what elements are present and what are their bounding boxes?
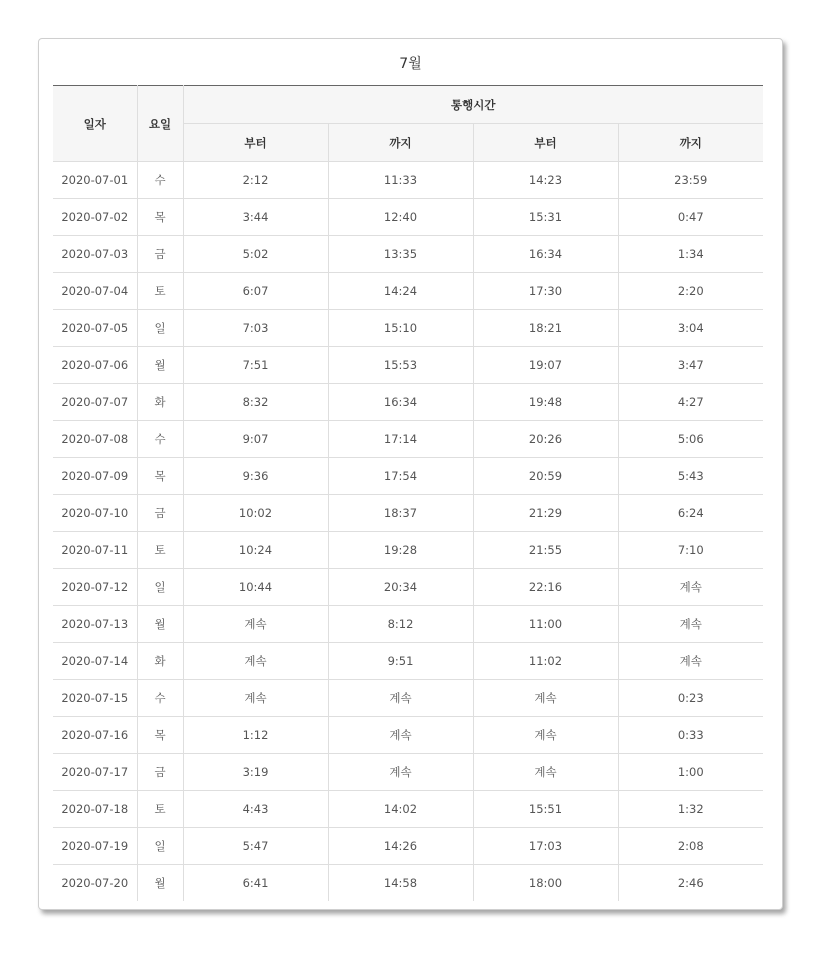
to-time-cell-2: 3:04 <box>618 310 763 347</box>
date-cell: 2020-07-10 <box>53 495 137 532</box>
date-cell: 2020-07-12 <box>53 569 137 606</box>
to-time-cell-1: 17:14 <box>328 421 473 458</box>
date-cell: 2020-07-07 <box>53 384 137 421</box>
to-time-cell-1: 9:51 <box>328 643 473 680</box>
from-time-cell-2: 11:00 <box>473 606 618 643</box>
to-time-cell-1: 16:34 <box>328 384 473 421</box>
table-row <box>53 162 763 199</box>
from-time-cell-1: 8:32 <box>183 384 328 421</box>
table-body <box>53 162 763 902</box>
table-row <box>53 421 763 458</box>
month-title: 7월 <box>399 56 422 72</box>
date-cell: 2020-07-08 <box>53 421 137 458</box>
from-time-cell-2: 20:59 <box>473 458 618 495</box>
from-time-cell-2: 17:30 <box>473 273 618 310</box>
day-cell: 토 <box>137 273 183 310</box>
from-time-cell-1: 1:12 <box>183 717 328 754</box>
to-time-cell-2: 2:46 <box>677 876 704 890</box>
table-row <box>53 828 763 865</box>
date-cell: 2020-07-17 <box>53 754 137 791</box>
day-cell: 화 <box>137 384 183 421</box>
date-cell: 2020-07-18 <box>53 791 137 828</box>
to-time-cell-2: 23:59 <box>618 162 763 199</box>
tide-table-card <box>38 38 783 910</box>
to-time-cell-1: 계속 <box>328 680 473 717</box>
from-time-cell-1: 10:44 <box>183 569 328 606</box>
from-time-cell-1: 3:44 <box>183 199 328 236</box>
from-time-cell-1: 9:36 <box>183 458 328 495</box>
date-cell: 2020-07-06 <box>53 347 137 384</box>
from-time-cell-1: 6:41 <box>183 865 328 902</box>
day-cell: 화 <box>137 643 183 680</box>
from-time-cell-1: 9:07 <box>183 421 328 458</box>
from-time-cell-2: 15:51 <box>473 791 618 828</box>
to-time-cell-1: 19:28 <box>328 532 473 569</box>
day-cell: 일 <box>137 828 183 865</box>
to-time-cell-1: 17:54 <box>328 458 473 495</box>
date-cell: 2020-07-02 <box>53 199 137 236</box>
date-header: 일자 <box>53 86 137 162</box>
date-cell: 2020-07-11 <box>53 532 137 569</box>
to-time-cell-1: 20:34 <box>328 569 473 606</box>
table-row <box>53 643 763 680</box>
from-time-cell-2: 21:29 <box>473 495 618 532</box>
table-row <box>53 236 763 273</box>
from-time-cell-2: 계속 <box>473 717 618 754</box>
date-cell: 2020-07-09 <box>53 458 137 495</box>
to-time-cell-2: 7:10 <box>618 532 763 569</box>
to-time-cell-1: 13:35 <box>328 236 473 273</box>
from-time-cell-1: 4:43 <box>183 791 328 828</box>
to-time-cell-2: 0:47 <box>618 199 763 236</box>
from-time-cell-1: 3:19 <box>183 754 328 791</box>
from-time-cell-1: 7:03 <box>183 310 328 347</box>
day-cell: 목 <box>137 458 183 495</box>
to-time-cell-2: 계속 <box>618 643 763 680</box>
to-time-cell-2: 계속 <box>618 569 763 606</box>
to-time-cell-2: 0:33 <box>618 717 763 754</box>
to-time-cell-1: 14:02 <box>328 791 473 828</box>
from-time-cell-2: 14:23 <box>473 162 618 199</box>
to-time-cell-2: 0:23 <box>618 680 763 717</box>
to-time-cell-2: 3:47 <box>618 347 763 384</box>
table-row <box>53 717 763 754</box>
day-cell: 금 <box>137 236 183 273</box>
day-cell: 수 <box>137 162 183 199</box>
day-header: 요일 <box>137 86 183 162</box>
table-row <box>53 495 763 532</box>
from-time-cell-2: 16:34 <box>473 236 618 273</box>
table-row <box>53 606 763 643</box>
header-row <box>53 86 763 124</box>
date-cell: 2020-07-16 <box>53 717 137 754</box>
table-row <box>53 310 763 347</box>
from-time-cell-2: 19:07 <box>473 347 618 384</box>
from-time-cell-2: 18:21 <box>473 310 618 347</box>
from-time-cell-1: 5:02 <box>183 236 328 273</box>
from-time-cell-1: 10:24 <box>183 532 328 569</box>
to-time-cell-1: 12:40 <box>328 199 473 236</box>
to-time-cell-2: 계속 <box>618 606 763 643</box>
from-time-cell-1: 7:51 <box>183 347 328 384</box>
to-time-cell-1: 14:58 <box>328 865 473 902</box>
to-header-2: 까지 <box>618 124 763 162</box>
day-cell: 금 <box>137 495 183 532</box>
to-time-cell-2: 4:27 <box>618 384 763 421</box>
table-row <box>53 347 763 384</box>
from-header-1: 부터 <box>183 124 328 162</box>
table-row <box>53 273 763 310</box>
from-time-cell-1: 계속 <box>183 643 328 680</box>
day-cell: 월 <box>137 606 183 643</box>
from-time-cell-1: 6:07 <box>183 273 328 310</box>
day-cell: 금 <box>137 754 183 791</box>
to-time-cell-1: 15:53 <box>328 347 473 384</box>
from-time-cell-2: 17:03 <box>473 828 618 865</box>
to-time-cell-2: 1:32 <box>618 791 763 828</box>
table-row <box>53 680 763 717</box>
day-cell: 일 <box>137 310 183 347</box>
to-time-cell-2: 2:20 <box>618 273 763 310</box>
date-cell: 2020-07-15 <box>53 680 137 717</box>
to-header-1: 까지 <box>328 124 473 162</box>
to-time-cell-1: 15:10 <box>328 310 473 347</box>
from-time-cell-2: 22:16 <box>473 569 618 606</box>
to-time-cell-1: 14:24 <box>328 273 473 310</box>
day-cell: 일 <box>137 569 183 606</box>
to-time-cell-2: 1:00 <box>618 754 763 791</box>
passage-time-table <box>53 85 763 901</box>
to-time-cell-1: 계속 <box>328 754 473 791</box>
date-cell: 2020-07-20 <box>53 865 137 902</box>
table-row <box>53 865 763 902</box>
table-row <box>53 384 763 421</box>
day-cell: 월 <box>137 865 183 902</box>
to-time-cell-1: 8:12 <box>328 606 473 643</box>
from-time-cell-1: 계속 <box>183 606 328 643</box>
from-time-cell-2: 11:02 <box>473 643 618 680</box>
to-time-cell-2: 5:06 <box>618 421 763 458</box>
to-time-cell-2: 6:24 <box>618 495 763 532</box>
table-row <box>53 791 763 828</box>
to-time-cell-1: 18:37 <box>328 495 473 532</box>
date-cell: 2020-07-05 <box>53 310 137 347</box>
date-cell: 2020-07-03 <box>53 236 137 273</box>
to-time-cell-2: 1:34 <box>618 236 763 273</box>
day-cell: 목 <box>137 717 183 754</box>
day-cell: 토 <box>137 532 183 569</box>
table-row <box>53 569 763 606</box>
to-time-cell-1: 계속 <box>328 717 473 754</box>
from-time-cell-1: 5:47 <box>183 828 328 865</box>
day-cell: 수 <box>137 680 183 717</box>
from-time-cell-2: 계속 <box>473 754 618 791</box>
to-time-cell-2: 2:08 <box>618 828 763 865</box>
from-time-cell-2: 계속 <box>473 680 618 717</box>
to-time-cell-1: 14:26 <box>328 828 473 865</box>
from-time-cell-2: 19:48 <box>473 384 618 421</box>
from-header-2: 부터 <box>473 124 618 162</box>
from-time-cell-1: 10:02 <box>183 495 328 532</box>
date-cell: 2020-07-19 <box>53 828 137 865</box>
from-time-cell-1: 계속 <box>183 680 328 717</box>
to-time-cell-2: 5:43 <box>618 458 763 495</box>
date-cell: 2020-07-01 <box>53 162 137 199</box>
table-row <box>53 199 763 236</box>
date-cell: 2020-07-04 <box>53 273 137 310</box>
from-time-cell-2: 20:26 <box>473 421 618 458</box>
from-time-cell-2: 15:31 <box>473 199 618 236</box>
from-time-cell-2: 21:55 <box>473 532 618 569</box>
table-row <box>53 754 763 791</box>
day-cell: 목 <box>137 199 183 236</box>
table-row <box>53 532 763 569</box>
date-cell: 2020-07-14 <box>53 643 137 680</box>
day-cell: 토 <box>137 791 183 828</box>
table-row <box>53 458 763 495</box>
from-time-cell-2: 18:00 <box>473 865 618 902</box>
from-time-cell-1: 2:12 <box>183 162 328 199</box>
date-cell: 2020-07-13 <box>53 606 137 643</box>
day-cell: 수 <box>137 421 183 458</box>
passage-time-header: 통행시간 <box>183 86 763 124</box>
day-cell: 월 <box>137 347 183 384</box>
to-time-cell-1: 11:33 <box>328 162 473 199</box>
